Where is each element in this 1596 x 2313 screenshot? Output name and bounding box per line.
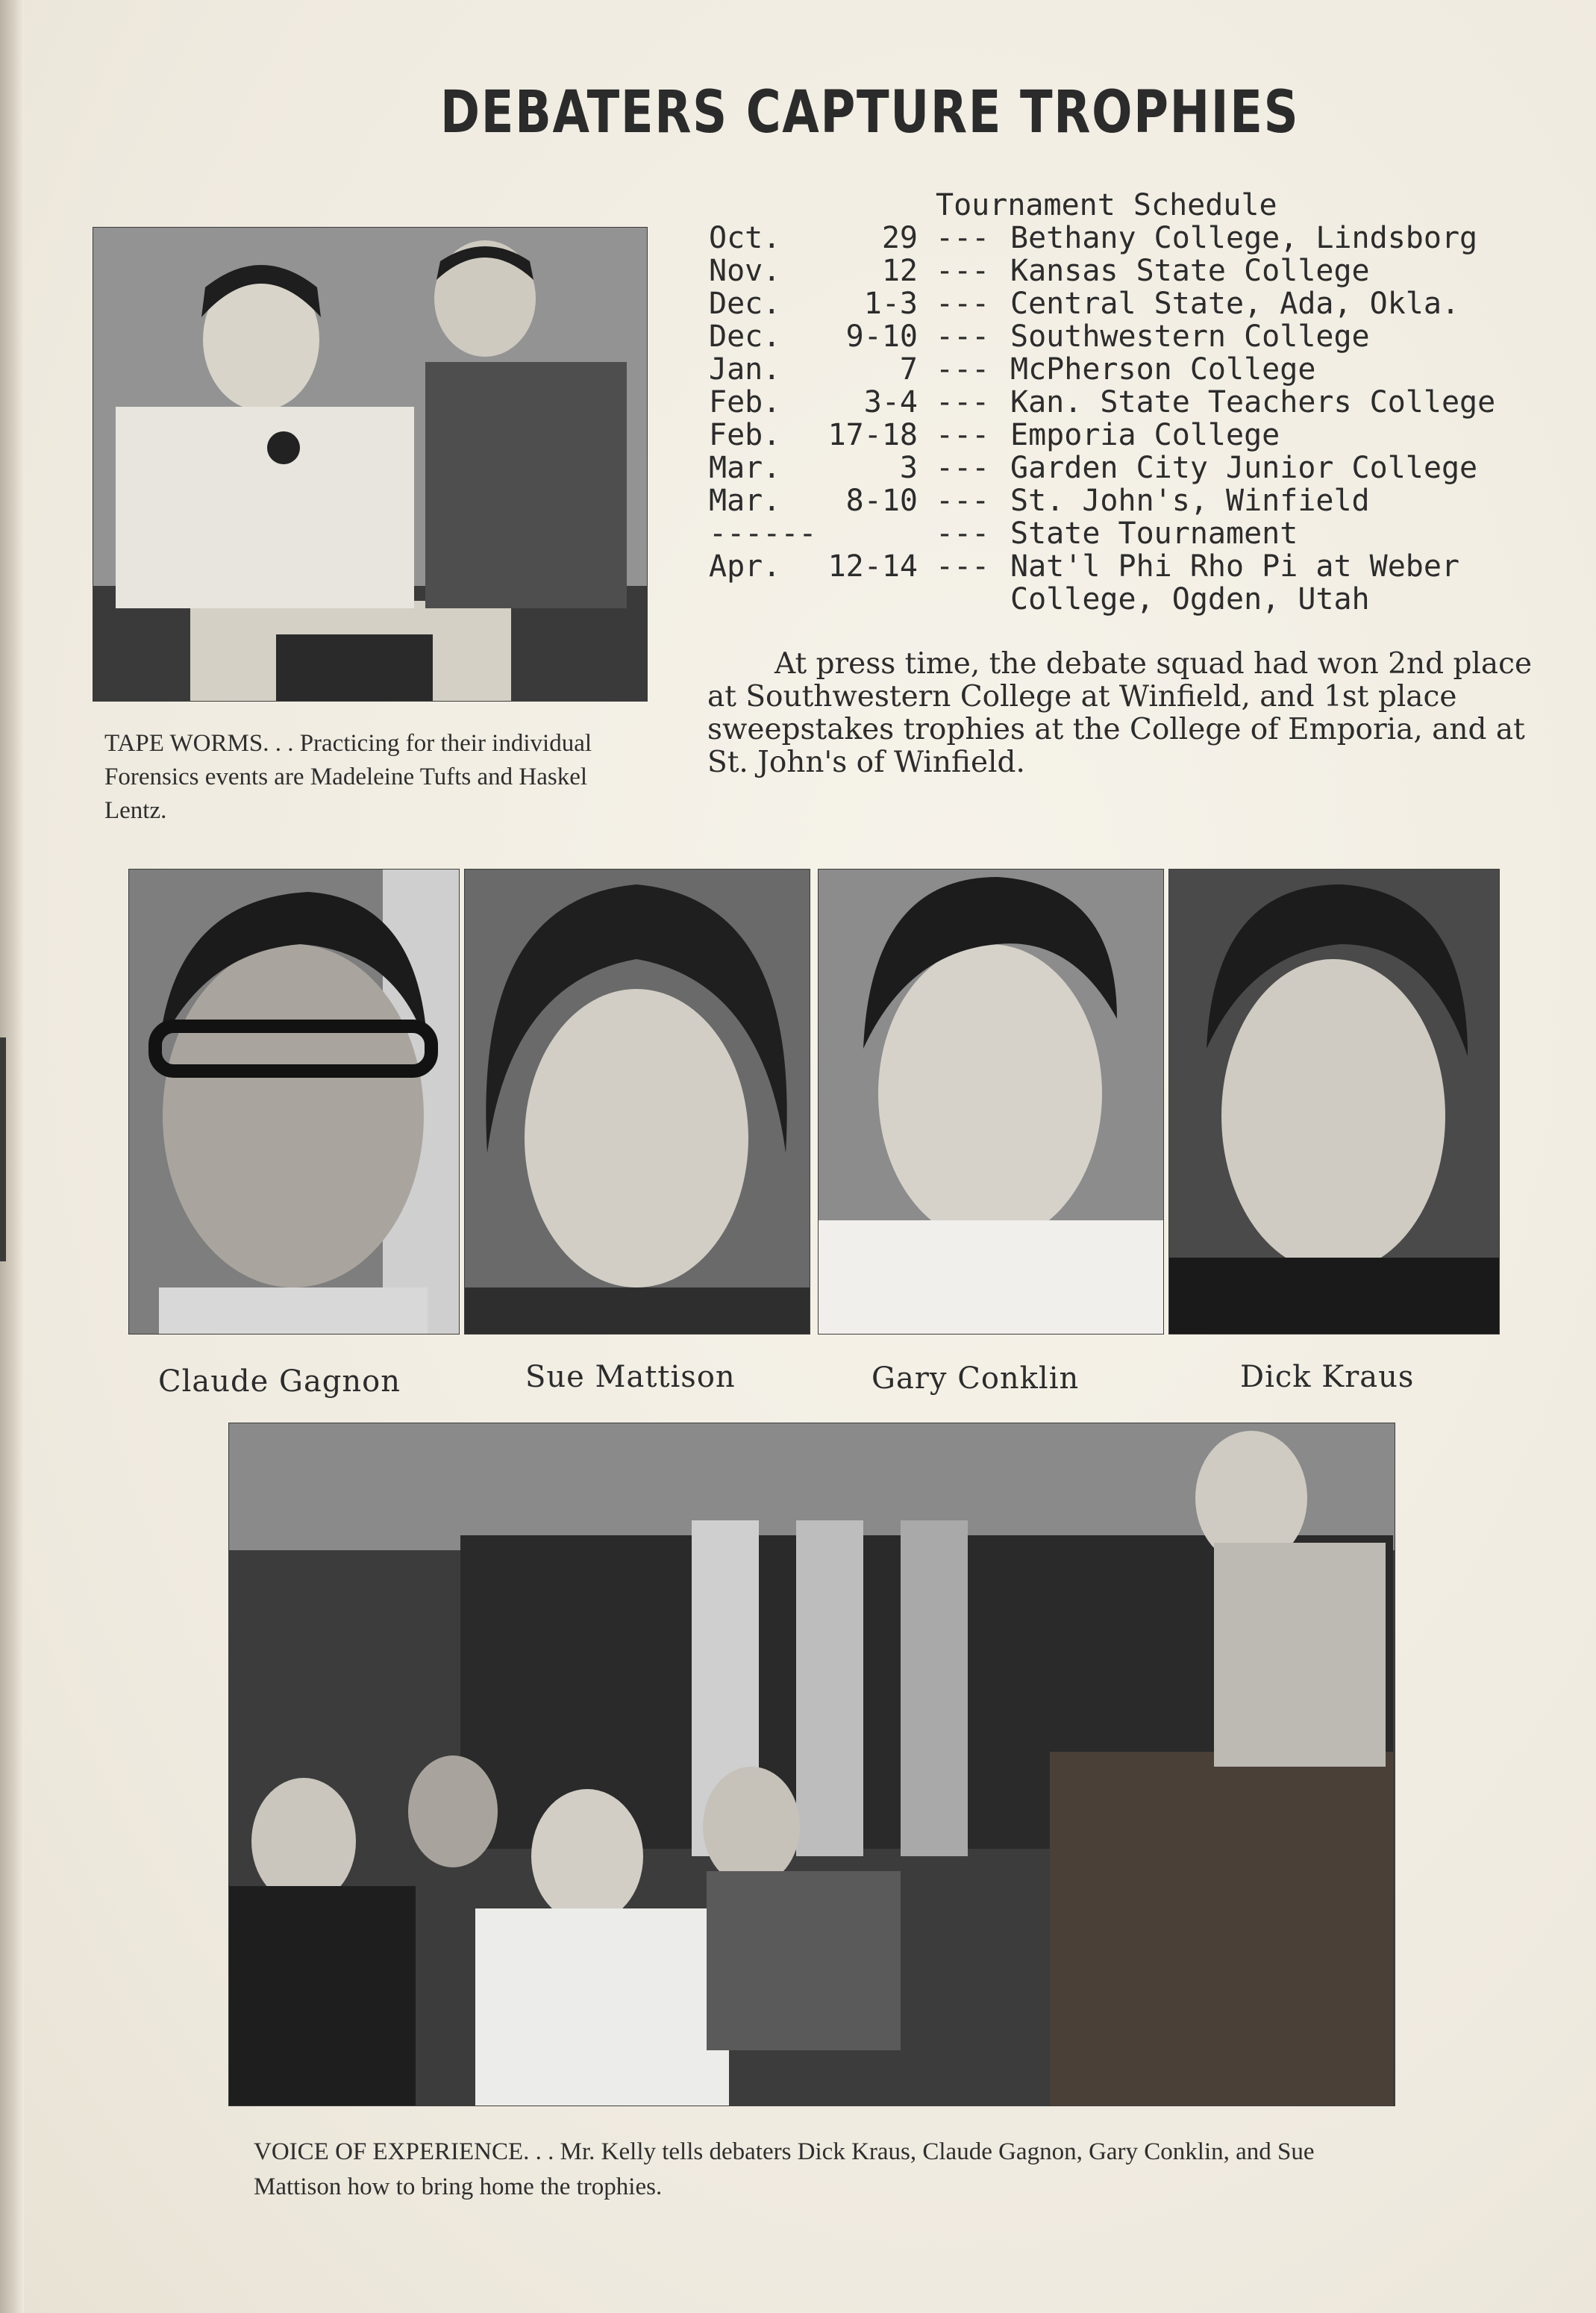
- schedule-days: 12: [881, 254, 918, 288]
- portrait-name-sue-mattison: Sue Mattison: [525, 1360, 736, 1394]
- schedule-venue: State Tournament: [1010, 516, 1298, 551]
- portrait-dick-kraus: [1168, 869, 1500, 1335]
- schedule-dash: ---: [936, 484, 990, 518]
- schedule-days: 12-14: [827, 549, 918, 584]
- schedule-row-10-days: [806, 549, 918, 582]
- schedule-dash: ---: [936, 352, 990, 387]
- schedule-venue: St. John's, Winfield: [1010, 484, 1370, 518]
- schedule-dash: ---: [936, 385, 990, 419]
- page-title: DEBATERS CAPTURE TROPHIES: [440, 79, 1300, 146]
- portrait-claude-gagnon: [128, 869, 460, 1335]
- schedule-month: Nov.: [709, 254, 781, 288]
- schedule-month: Feb.: [709, 385, 781, 419]
- schedule-venue: Central State, Ada, Okla.: [1010, 287, 1460, 321]
- schedule-month: Dec.: [709, 287, 781, 321]
- schedule-month: ------: [709, 516, 817, 551]
- schedule-row-9-days: [806, 516, 918, 549]
- portrait-sue-mattison: [464, 869, 810, 1335]
- schedule-dash: ---: [936, 254, 990, 288]
- schedule-row-7-days: [806, 451, 918, 484]
- spine-mark: [0, 1037, 6, 1261]
- schedule-venue: Kan. State Teachers College: [1010, 385, 1496, 419]
- schedule-dash: ---: [936, 516, 990, 551]
- schedule-row-1-days: [806, 254, 918, 287]
- schedule-days: 3-4: [863, 385, 918, 419]
- schedule-month: Oct.: [709, 221, 781, 255]
- schedule-month: Dec.: [709, 319, 781, 354]
- schedule-venue: Bethany College, Lindsborg: [1010, 221, 1478, 255]
- schedule-venue: Garden City Junior College: [1010, 451, 1478, 485]
- schedule-row-4-days: [806, 352, 918, 385]
- schedule-days: 1-3: [863, 287, 918, 321]
- schedule-month: Mar.: [709, 451, 781, 485]
- schedule-row-2-days: [806, 287, 918, 319]
- schedule-month: Apr.: [709, 549, 781, 584]
- schedule-dash: ---: [936, 418, 990, 452]
- schedule-days: 3: [899, 451, 918, 485]
- portrait-name-dick-kraus: Dick Kraus: [1240, 1360, 1415, 1394]
- portrait-name-gary-conklin: Gary Conklin: [871, 1361, 1080, 1396]
- schedule-days: 7: [899, 352, 918, 387]
- schedule-dash: ---: [936, 549, 990, 584]
- schedule-heading: Tournament Schedule: [936, 188, 1277, 222]
- schedule-row-3-days: [806, 319, 918, 352]
- schedule-venue: McPherson College: [1010, 352, 1316, 387]
- schedule-days: 29: [881, 221, 918, 255]
- schedule-venue: Kansas State College: [1010, 254, 1370, 288]
- tape-worms-photo: [93, 227, 648, 702]
- schedule-dash: ---: [936, 319, 990, 354]
- schedule-row-0-days: [806, 221, 918, 254]
- schedule-venue: Southwestern College: [1010, 319, 1370, 354]
- schedule-venue: Emporia College: [1010, 418, 1280, 452]
- schedule-row-5-days: [806, 385, 918, 418]
- portrait-name-claude-gagnon: Claude Gagnon: [158, 1364, 401, 1399]
- schedule-venue: College, Ogden, Utah: [1010, 582, 1370, 617]
- press-note-text: At press time, the debate squad had won 2nd place at Southwestern College at Winfield, and 1st place sweepstakes trophies at the College of Emporia, and at St. John's of Winfield.: [707, 647, 1533, 779]
- schedule-days: 17-18: [827, 418, 918, 452]
- schedule-month: Feb.: [709, 418, 781, 452]
- portrait-gary-conklin: [818, 869, 1164, 1335]
- schedule-row-6-days: [806, 418, 918, 451]
- schedule-days: 9-10: [845, 319, 918, 354]
- schedule-month: Mar.: [709, 484, 781, 518]
- schedule-month: Jan.: [709, 352, 781, 387]
- voice-of-experience-caption: VOICE OF EXPERIENCE. . . Mr. Kelly tells debaters Dick Kraus, Claude Gagnon, Gary Conklin, and Sue Mattison how to bring home the trophies.: [254, 2138, 1315, 2200]
- schedule-dash: ---: [936, 451, 990, 485]
- schedule-days: 8-10: [845, 484, 918, 518]
- schedule-row-11-days: [806, 582, 918, 615]
- schedule-dash: ---: [936, 287, 990, 321]
- schedule-venue: Nat'l Phi Rho Pi at Weber: [1010, 549, 1460, 584]
- voice-of-experience-photo: [228, 1423, 1395, 2106]
- press-note: [707, 648, 1550, 779]
- schedule-dash: ---: [936, 221, 990, 255]
- tape-worms-caption: TAPE WORMS. . . Practicing for their individual Forensics events are Madeleine Tufts and Haskel Lentz.: [104, 730, 592, 824]
- schedule-row-8-days: [806, 484, 918, 516]
